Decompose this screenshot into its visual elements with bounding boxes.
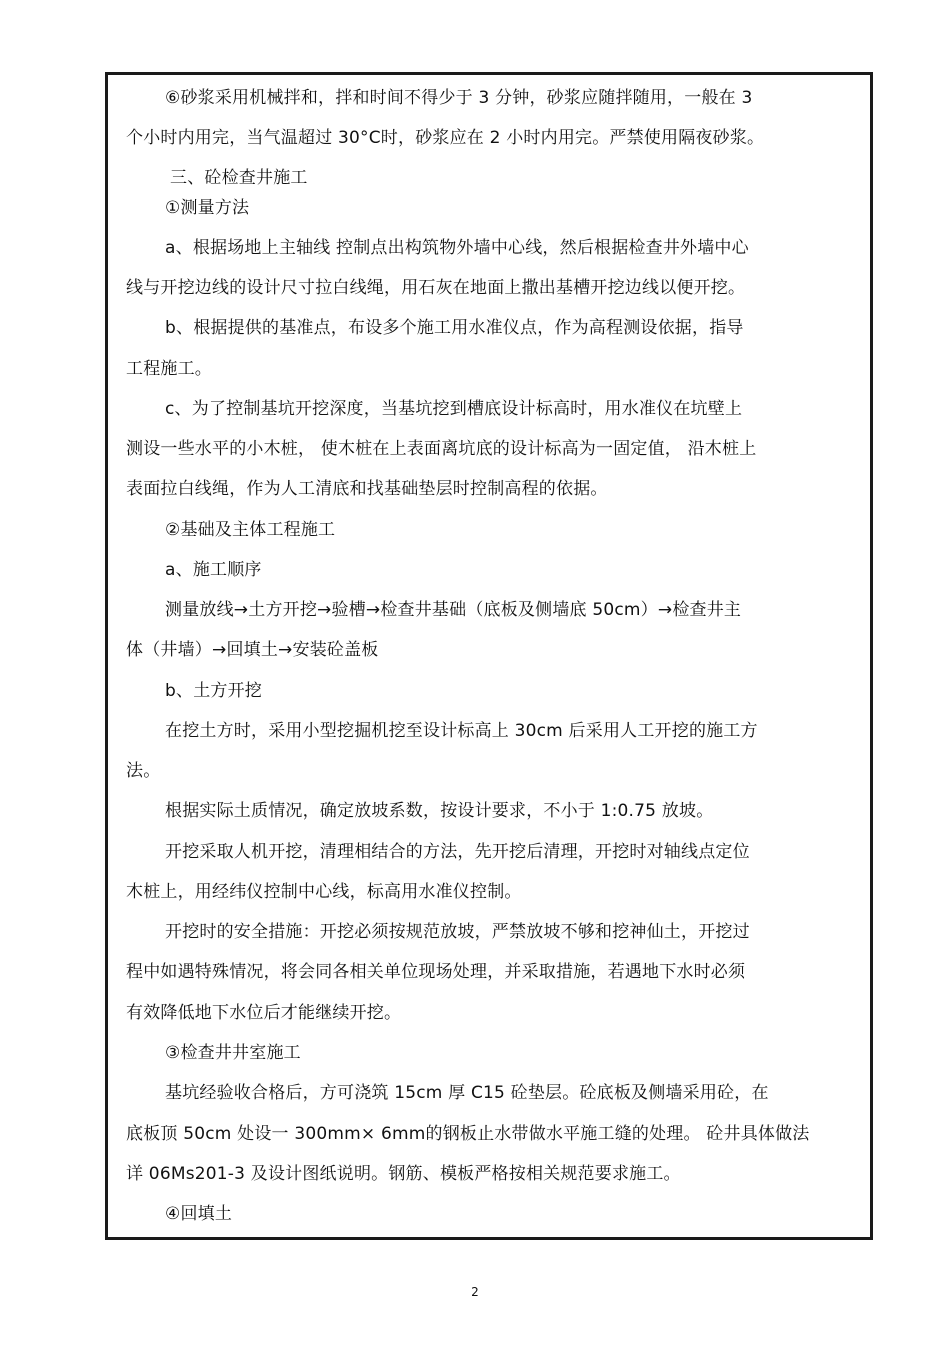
paragraph-survey-b-line-2: 工程施工。: [126, 359, 212, 379]
paragraph-safety-line-2: 程中如遇特殊情况，将会同各相关单位现场处理，并采取措施，若遇地下水时必须: [126, 962, 746, 982]
paragraph-chamber-line-2: 底板顶 50cm 处设一 300mm× 6mm的钢板止水带做水平施工缝的处理。 砼井具体做法: [126, 1124, 810, 1144]
paragraph-survey-a-line-2: 线与开挖边线的设计尺寸拉白线绳，用石灰在地面上撒出基槽开挖边线以便开挖。: [126, 278, 746, 298]
paragraph-survey-a-line-1: a、根据场地上主轴线 控制点出构筑物外墙中心线，然后根据检查井外墙中心: [165, 238, 749, 258]
paragraph-slope-ratio: 根据实际土质情况，确定放坡系数，按设计要求，不小于 1:0.75 放坡。: [165, 801, 714, 821]
paragraph-excavation-method-line-1: 开挖采取人机开挖，清理相结合的方法，先开挖后清理，开挖时对轴线点定位: [165, 842, 750, 862]
paragraph-chamber-line-3: 详 06Ms201-3 及设计图纸说明。钢筋、模板严格按相关规范要求施工。: [126, 1164, 681, 1184]
paragraph-excavation-method-line-2: 木桩上，用经纬仪控制中心线，标高用水准仪控制。: [126, 882, 522, 902]
paragraph-sequence-line-2: 体（井墙）→回填土→安装砼盖板: [126, 640, 379, 660]
subheading-survey-method: ①测量方法: [165, 198, 250, 218]
paragraph-chamber-line-1: 基坑经验收合格后，方可浇筑 15cm 厚 C15 砼垫层。砼底板及侧墙采用砼，在: [165, 1083, 769, 1103]
paragraph-safety-line-3: 有效降低地下水位后才能继续开挖。: [126, 1003, 402, 1023]
paragraph-safety-line-1: 开挖时的安全措施：开挖必须按规范放坡，严禁放坡不够和挖神仙土，开挖过: [165, 922, 750, 942]
item-earthwork-excavation: b、土方开挖: [165, 681, 262, 701]
paragraph-excavation-line-1: 在挖土方时，采用小型挖掘机挖至设计标高上 30cm 后采用人工开挖的施工方: [165, 721, 758, 741]
subheading-foundation-construction: ②基础及主体工程施工: [165, 520, 336, 540]
paragraph-mortar-mixing-line-1: ⑥砂浆采用机械拌和，拌和时间不得少于 3 分钟，砂浆应随拌随用，一般在 3: [165, 88, 753, 108]
subheading-backfill: ④回填土: [165, 1204, 233, 1224]
subheading-chamber-construction: ③检查井井室施工: [165, 1043, 301, 1063]
paragraph-excavation-line-2: 法。: [126, 761, 161, 781]
paragraph-survey-c-line-3: 表面拉白线绳，作为人工清底和找基础垫层时控制高程的依据。: [126, 479, 608, 499]
item-construction-sequence: a、施工顺序: [165, 560, 262, 580]
paragraph-mortar-mixing-line-2: 个小时内用完，当气温超过 30°C时，砂浆应在 2 小时内用完。严禁使用隔夜砂浆。: [126, 128, 765, 148]
paragraph-survey-c-line-2: 测设一些水平的小木桩， 使木桩在上表面离坑底的设计标高为一固定值， 沿木桩上: [126, 439, 757, 459]
page-number: 2: [471, 1285, 479, 1299]
paragraph-sequence-line-1: 测量放线→土方开挖→验槽→检查井基础（底板及侧墙底 50cm）→检查井主: [165, 600, 742, 620]
paragraph-survey-b-line-1: b、根据提供的基准点，布设多个施工用水准仪点，作为高程测设依据，指导: [165, 318, 744, 338]
paragraph-survey-c-line-1: c、为了控制基坑开挖深度，当基坑挖到槽底设计标高时，用水准仪在坑壁上: [165, 399, 743, 419]
section-heading-manhole-construction: 三、砼检查井施工: [170, 168, 308, 188]
